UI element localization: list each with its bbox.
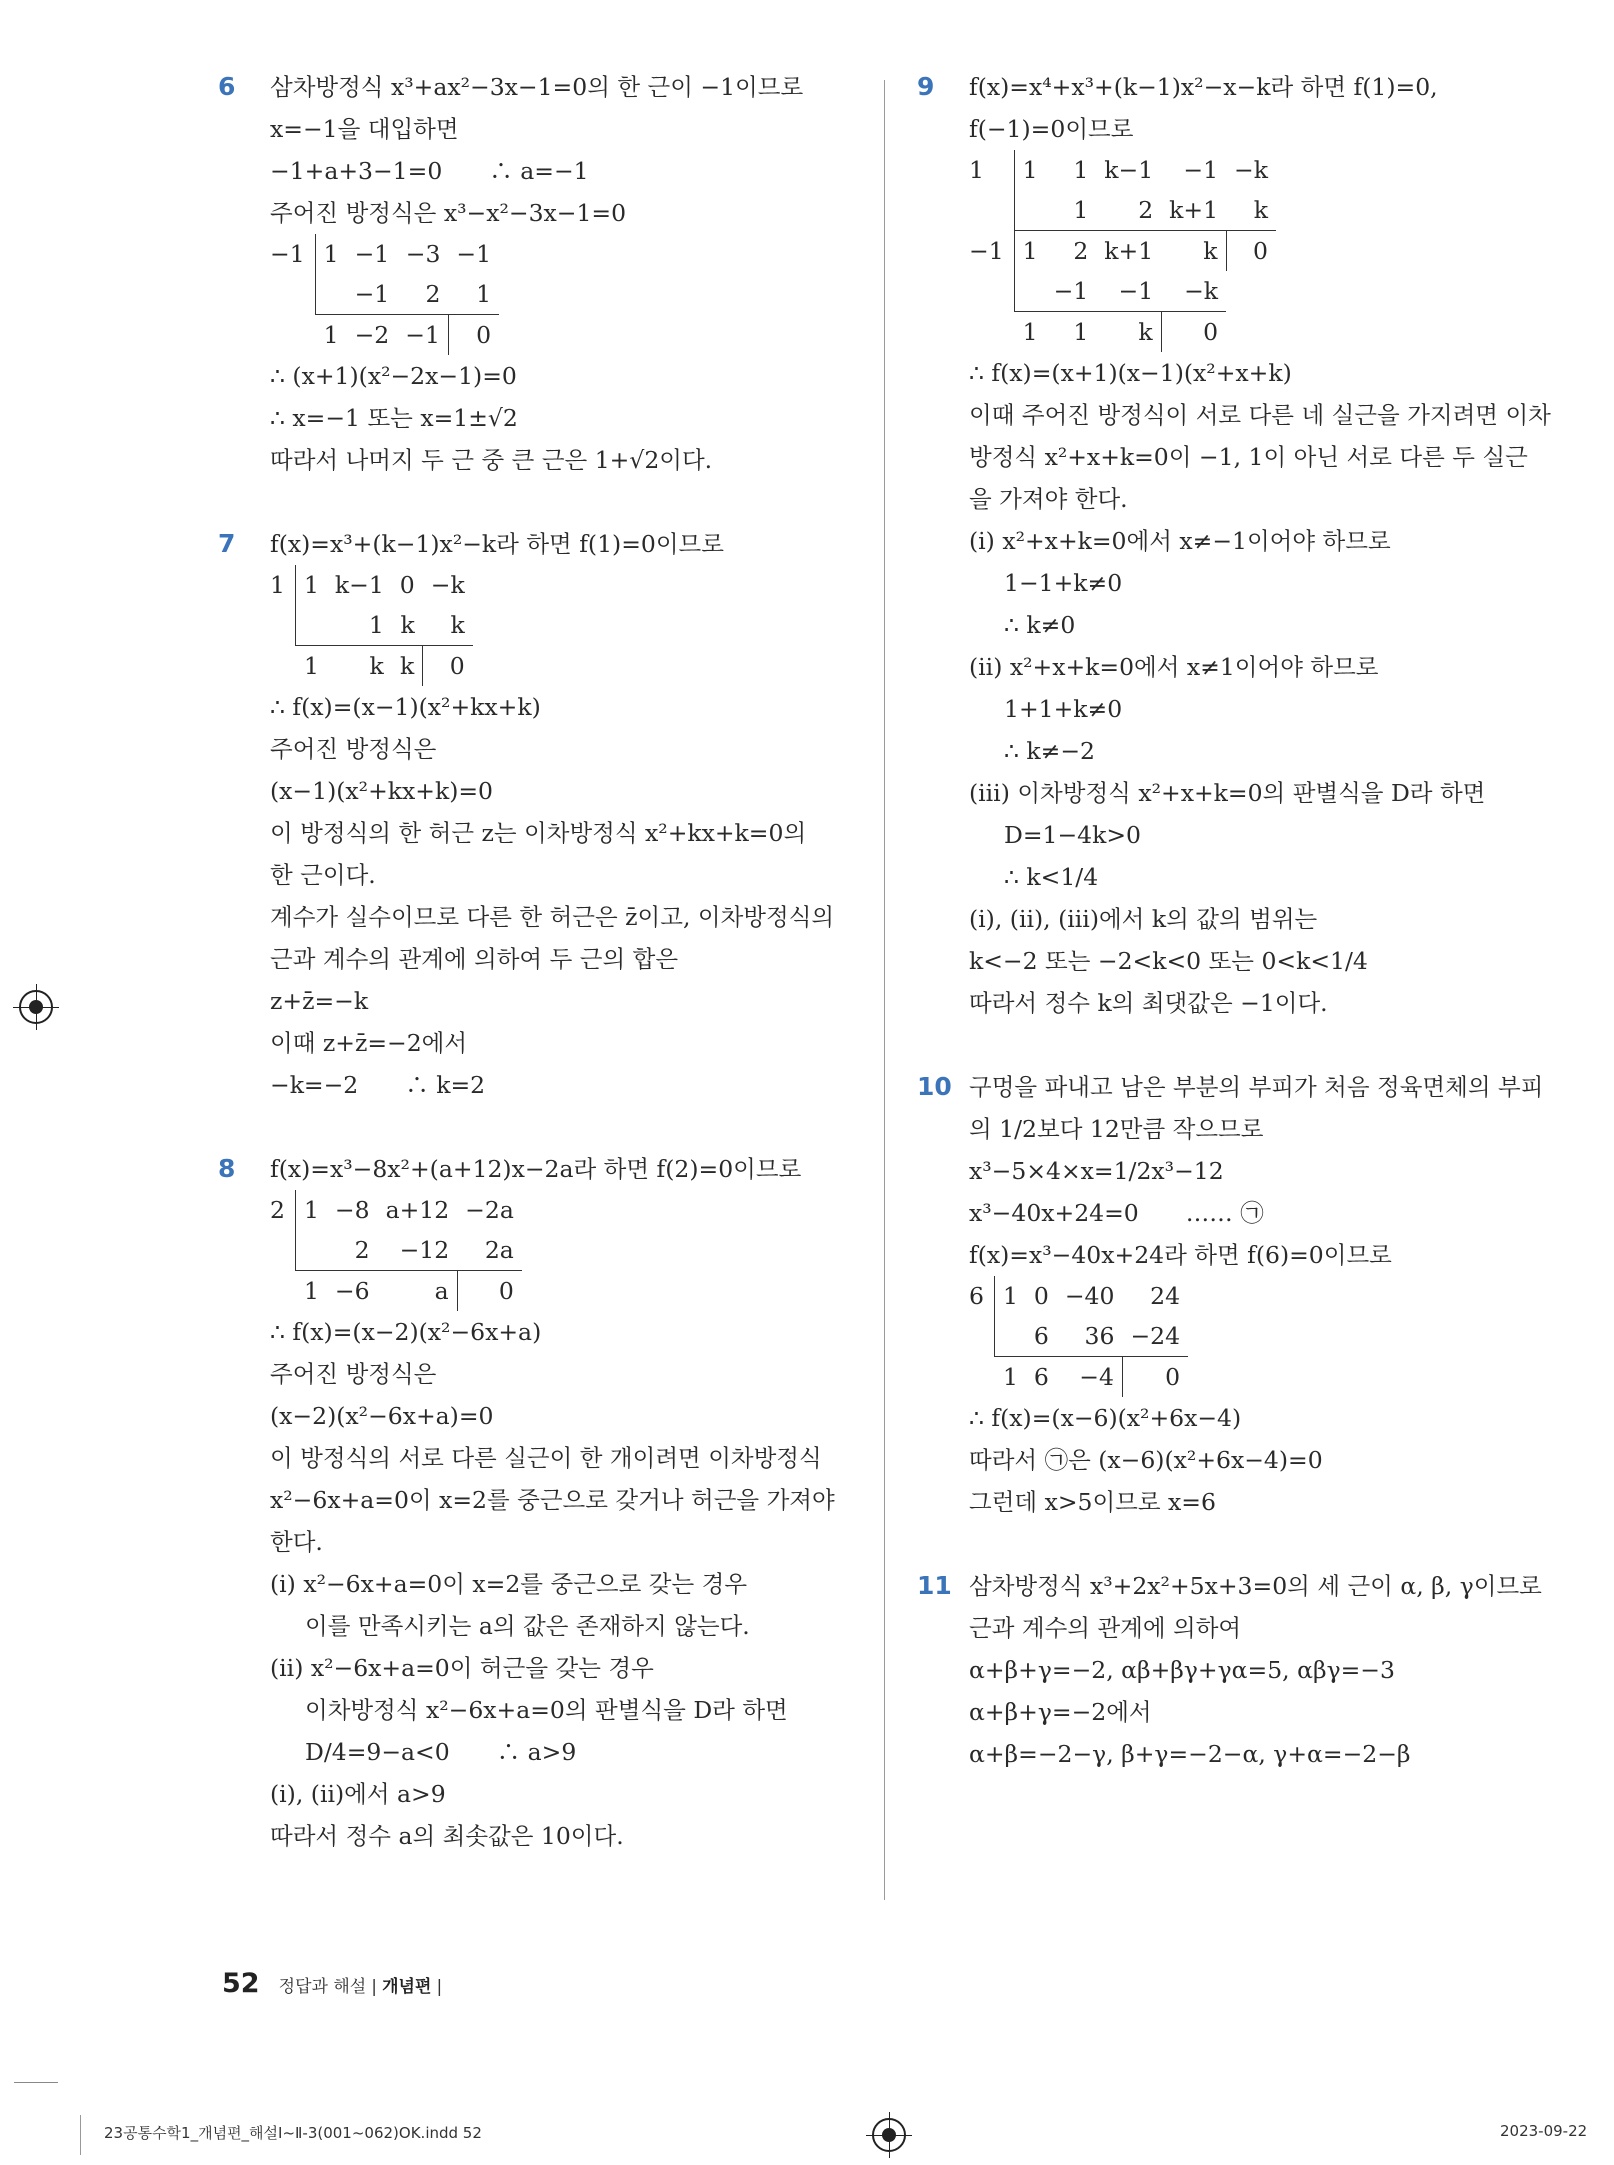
- coef: 1: [315, 315, 346, 356]
- text-line: x=−1을 대입하면: [270, 115, 459, 143]
- coef: −2: [347, 315, 398, 356]
- text-line: (ⅰ), (ⅱ), (ⅲ)에서 k의 값의 범위는: [969, 905, 1318, 933]
- coef: 1: [1014, 312, 1045, 353]
- problem-9: [917, 66, 1561, 1024]
- synthetic-division: [969, 150, 1276, 352]
- text-line: 이를 만족시키는 a의 값은 존재하지 않는다.: [305, 1612, 750, 1640]
- coef: a+12: [385, 1196, 450, 1224]
- coef: 2: [1138, 196, 1154, 224]
- page-footer: [222, 1968, 442, 1999]
- remainder: 0: [1226, 231, 1276, 272]
- text-line: z+z̄=−k: [270, 987, 369, 1015]
- coef: k: [392, 646, 423, 687]
- synthetic-division: [969, 1276, 1188, 1397]
- text-line: ∴ (x+1)(x²−2x−1)=0: [270, 362, 517, 390]
- coef: −1: [1118, 277, 1154, 305]
- problem-number: 8: [218, 1154, 236, 1183]
- divisor: 1: [270, 571, 285, 599]
- footer-divider: |: [371, 1977, 378, 1997]
- remainder: 0: [423, 646, 473, 687]
- problem-number: 7: [218, 529, 236, 558]
- page-number: 52: [222, 1968, 260, 1999]
- coef: 2: [354, 1236, 370, 1264]
- text-line: 한 근이다.: [270, 861, 376, 889]
- text-line: (ⅰ) x²+x+k=0에서 x≠−1이어야 하므로: [969, 527, 1391, 555]
- coef: −1: [1183, 156, 1219, 184]
- coef: k: [1096, 312, 1161, 353]
- coef: k: [1253, 196, 1268, 224]
- coef: k+1: [1169, 196, 1219, 224]
- coef: 36: [1084, 1322, 1115, 1350]
- problem-8: [218, 1148, 862, 1857]
- coef: 2: [1046, 231, 1097, 272]
- text-line: 구멍을 파내고 남은 부분의 부피가 처음 정육면체의 부피: [969, 1073, 1544, 1101]
- coef: 1: [295, 646, 326, 687]
- text-line: 이때 z+z̄=−2에서: [270, 1029, 468, 1057]
- remainder: 0: [457, 1271, 522, 1312]
- coef: 1: [1073, 196, 1089, 224]
- text-line: 주어진 방정식은: [270, 735, 437, 763]
- coef: 1: [295, 1190, 326, 1230]
- text-line: 이차방정식 x²−6x+a=0의 판별식을 D라 하면: [305, 1696, 788, 1724]
- divisor: 6: [969, 1282, 984, 1310]
- text-line: 주어진 방정식은: [270, 1360, 437, 1388]
- text-line: x³−5×4×x=1/2x³−12: [969, 1157, 1224, 1185]
- text-line: ∴ k≠−2: [1004, 737, 1095, 765]
- coef: −12: [399, 1236, 450, 1264]
- coef: −1: [354, 280, 390, 308]
- text-line: 1−1+k≠0: [1004, 569, 1123, 597]
- coef: k: [327, 646, 392, 687]
- coef: 0: [1033, 1282, 1049, 1310]
- text-line: −1+a+3−1=0 ∴ a=−1: [270, 157, 589, 185]
- text-line: 1+1+k≠0: [1004, 695, 1123, 723]
- text-line: f(x)=x⁴+x³+(k−1)x²−x−k라 하면 f(1)=0,: [969, 73, 1438, 101]
- text-line: f(x)=x³+(k−1)x²−k라 하면 f(1)=0이므로: [270, 530, 724, 558]
- slug-filename: 23공통수학1_개념편_해설Ⅰ~Ⅱ-3(001~062)OK.indd 52: [104, 2124, 482, 2142]
- problem-11: [917, 1565, 1561, 1775]
- text-line: f(x)=x³−40x+24라 하면 f(6)=0이므로: [969, 1241, 1392, 1269]
- text-line: ∴ k≠0: [1004, 611, 1076, 639]
- text-line: 주어진 방정식은 x³−x²−3x−1=0: [270, 199, 627, 227]
- coef: k: [400, 611, 415, 639]
- text-line: 방정식 x²+x+k=0이 −1, 1이 아닌 서로 다른 두 실근: [969, 443, 1528, 471]
- coef: −1: [456, 240, 492, 268]
- text-line: 한다.: [270, 1528, 323, 1556]
- problem-number: 11: [917, 1571, 952, 1600]
- coef: 1: [1014, 150, 1045, 190]
- text-line: D/4=9−a<0 ∴ a>9: [305, 1738, 577, 1766]
- coef: k: [1161, 231, 1226, 272]
- text-line: ∴ f(x)=(x−2)(x²−6x+a): [270, 1318, 542, 1346]
- slug-date: 2023-09-22: [1500, 2122, 1588, 2140]
- text-line: 을 가져야 한다.: [969, 485, 1128, 513]
- divisor: 2: [270, 1196, 285, 1224]
- text-line: x²−6x+a=0이 x=2를 중근으로 갖거나 허근을 가져야: [270, 1486, 835, 1514]
- text-line: f(x)=x³−8x²+(a+12)x−2a라 하면 f(2)=0이므로: [270, 1155, 802, 1183]
- text-line: ∴ f(x)=(x−1)(x²+kx+k): [270, 693, 541, 721]
- divisor: −1: [969, 236, 1004, 265]
- coef: 1: [1014, 231, 1045, 272]
- crop-line: [80, 2115, 81, 2155]
- text-line: 삼차방정식 x³+ax²−3x−1=0의 한 근이 −1이므로: [270, 73, 804, 101]
- text-line: (ⅰ) x²−6x+a=0이 x=2를 중근으로 갖는 경우: [270, 1570, 748, 1598]
- text-line: 의 1/2보다 12만큼 작으므로: [969, 1115, 1264, 1143]
- coef: −4: [1057, 1357, 1123, 1398]
- text-line: 이 방정식의 서로 다른 실근이 한 개이려면 이차방정식: [270, 1444, 822, 1472]
- text-line: ∴ x=−1 또는 x=1±√2: [270, 404, 518, 432]
- coef: 24: [1150, 1282, 1181, 1310]
- coef: −2a: [465, 1196, 514, 1224]
- text-line: (ⅲ) 이차방정식 x²+x+k=0의 판별식을 D라 하면: [969, 779, 1486, 807]
- footer-divider: |: [436, 1977, 443, 1997]
- problem-number: 10: [917, 1072, 952, 1101]
- coef: k: [450, 611, 465, 639]
- footer-part: 개념편: [382, 1977, 432, 1997]
- remainder: 0: [1161, 312, 1226, 353]
- coef: 1: [1046, 312, 1097, 353]
- coef: k−1: [1104, 156, 1154, 184]
- coef: 1: [295, 565, 326, 605]
- footer-section: 정답과 해설: [278, 1977, 367, 1997]
- text-line: 근과 계수의 관계에 의하여 두 근의 합은: [270, 945, 679, 973]
- coef: 1: [476, 280, 492, 308]
- text-line: −k=−2 ∴ k=2: [270, 1071, 486, 1099]
- text-line: k<−2 또는 −2<k<0 또는 0<k<1/4: [969, 947, 1368, 975]
- right-column: [917, 66, 1561, 1775]
- text-line: 따라서 나머지 두 근 중 큰 근은 1+√2이다.: [270, 446, 713, 474]
- divisor: 1: [969, 156, 984, 184]
- coef: −8: [334, 1196, 370, 1224]
- text-line: ∴ f(x)=(x+1)(x−1)(x²+x+k): [969, 359, 1292, 387]
- divisor: −1: [270, 240, 305, 268]
- coef: 1: [1073, 156, 1089, 184]
- text-line: α+β=−2−γ, β+γ=−2−α, γ+α=−2−β: [969, 1740, 1411, 1768]
- synthetic-division: [270, 565, 473, 686]
- text-line: 따라서 ㉠은 (x−6)(x²+6x−4)=0: [969, 1446, 1323, 1474]
- coef: 6: [1026, 1357, 1057, 1398]
- left-column: [218, 66, 862, 1857]
- coef: −k: [1234, 156, 1268, 184]
- coef: −24: [1130, 1322, 1181, 1350]
- coef: −6: [327, 1271, 378, 1312]
- problem-10: [917, 1066, 1561, 1523]
- remainder: 0: [1122, 1357, 1188, 1398]
- text-line: α+β+γ=−2, αβ+βγ+γα=5, αβγ=−3: [969, 1656, 1395, 1684]
- coef: k−1: [334, 571, 384, 599]
- text-line: 계수가 실수이므로 다른 한 허근은 z̄이고, 이차방정식의: [270, 903, 835, 931]
- text-line: 삼차방정식 x³+2x²+5x+3=0의 세 근이 α, β, γ이므로: [969, 1572, 1542, 1600]
- coef: 1: [295, 1271, 326, 1312]
- text-line: ∴ f(x)=(x−6)(x²+6x−4): [969, 1404, 1242, 1432]
- text-line: 따라서 정수 a의 최솟값은 10이다.: [270, 1822, 624, 1850]
- text-line: α+β+γ=−2에서: [969, 1698, 1152, 1726]
- coef: 0: [399, 571, 415, 599]
- coef: −k: [1184, 277, 1219, 305]
- coef: −3: [405, 240, 441, 268]
- coef: −1: [397, 315, 448, 356]
- coef: 1: [994, 1357, 1025, 1398]
- text-line: x³−40x+24=0 …… ㉠: [969, 1199, 1264, 1227]
- problem-6: [218, 66, 862, 481]
- registration-mark-icon: [19, 990, 53, 1024]
- text-line: f(−1)=0이므로: [969, 115, 1134, 143]
- text-line: 이때 주어진 방정식이 서로 다른 네 실근을 가지려면 이차: [969, 401, 1551, 429]
- problem-number: 6: [218, 72, 236, 101]
- text-line: (ⅰ), (ⅱ)에서 a>9: [270, 1780, 446, 1808]
- text-line: (x−2)(x²−6x+a)=0: [270, 1402, 494, 1430]
- problem-number: 9: [917, 72, 935, 101]
- column-divider: [884, 80, 885, 1900]
- text-line: 그런데 x>5이므로 x=6: [969, 1488, 1216, 1516]
- coef: 2: [425, 280, 441, 308]
- text-line: (ⅱ) x²+x+k=0에서 x≠1이어야 하므로: [969, 653, 1379, 681]
- coef: 1: [315, 234, 346, 274]
- text-line: (x−1)(x²+kx+k)=0: [270, 777, 493, 805]
- coef: −k: [430, 571, 465, 599]
- text-line: 따라서 정수 k의 최댓값은 −1이다.: [969, 989, 1328, 1017]
- coef: −1: [1053, 277, 1089, 305]
- text-line: 근과 계수의 관계에 의하여: [969, 1614, 1242, 1642]
- coef: 6: [1033, 1322, 1049, 1350]
- coef: a: [378, 1271, 458, 1312]
- coef: 1: [368, 611, 384, 639]
- text-line: 이 방정식의 한 허근 z는 이차방정식 x²+kx+k=0의: [270, 819, 807, 847]
- coef: 2a: [484, 1236, 514, 1264]
- crop-line: [14, 2082, 58, 2083]
- registration-mark-icon: [872, 2118, 906, 2152]
- remainder: 0: [448, 315, 499, 356]
- coef: −40: [1064, 1282, 1115, 1310]
- text-line: D=1−4k>0: [1004, 821, 1142, 849]
- problem-7: [218, 523, 862, 1106]
- coef: k+1: [1096, 231, 1161, 272]
- text-line: (ⅱ) x²−6x+a=0이 허근을 갖는 경우: [270, 1654, 654, 1682]
- synthetic-division: [270, 234, 499, 355]
- synthetic-division: [270, 1190, 522, 1311]
- coef: −1: [354, 240, 390, 268]
- coef: 1: [994, 1276, 1025, 1316]
- text-line: ∴ k<1/4: [1004, 863, 1099, 891]
